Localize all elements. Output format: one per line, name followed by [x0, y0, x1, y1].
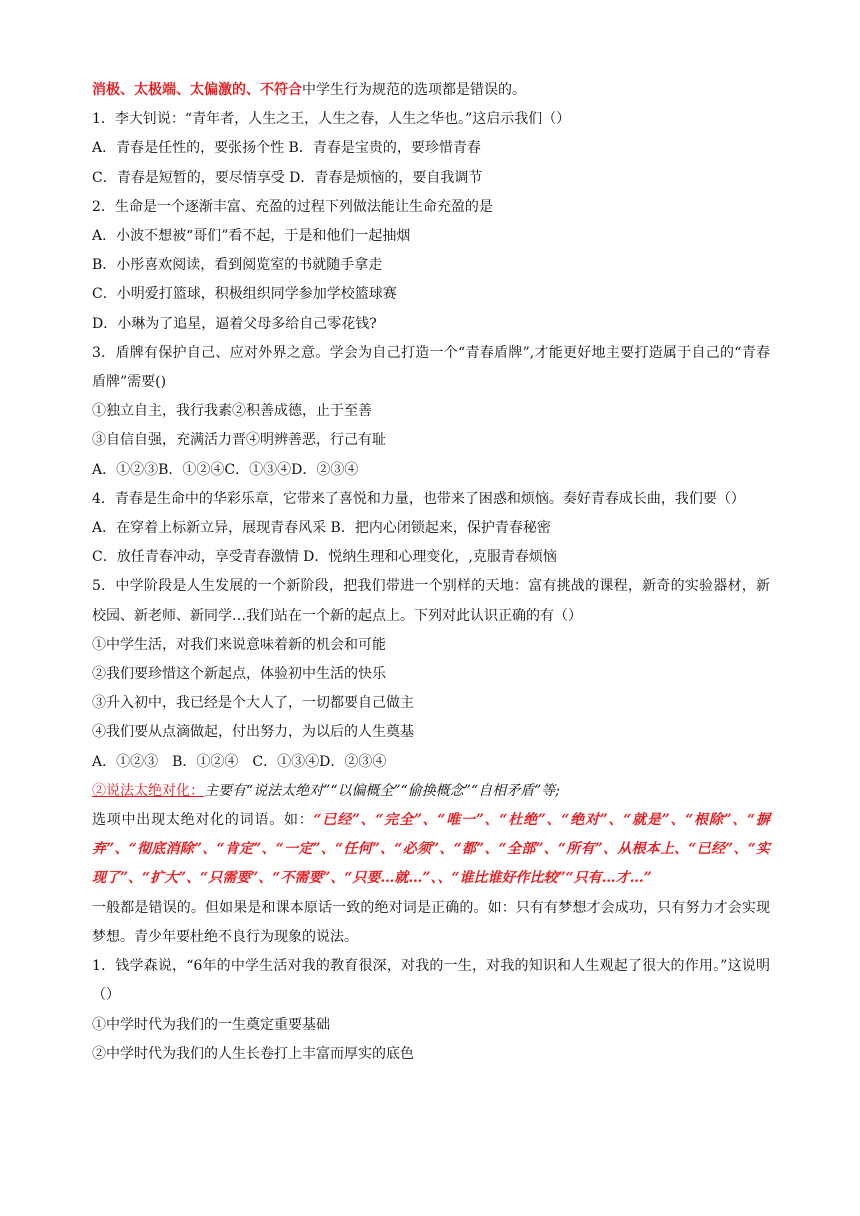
- section2-keywords: “已经”、“完全”、“唯一”、“杜绝”、“绝对”、“就是”、“根除”、“摒弃”、“彻底消除”、“肯定”、“一定”、“任何”、“必须”、“都”、“全部”、“所有”、从根本上、“已经”、“实现了”、“扩大”、“只需要”、“不需要”、“只要…就…”、、“谁比谁好作比较”“只有…才…”: [92, 812, 770, 887]
- q5-item-4: ④我们要从点滴做起，付出努力，为以后的人生奠基: [92, 724, 414, 741]
- q5-stem: 5．中学阶段是人生发展的一个新阶段，把我们带进一个别样的天地：富有挑战的课程，新奇的实验器材，新校园、新老师、新同学…我们站在一个新的起点上。下列对此认识正确的有（）: [92, 578, 770, 624]
- section2-conclusion: 一般都是错误的。但如果是和课本原话一致的绝对词是正确的。如：只有有梦想才会成功，只有努力才会实现梦想。青少年要杜绝不良行为现象的说法。: [92, 899, 770, 945]
- q1-option-line: A．青春是任性的，要张扬个性 B．青春是宝贵的，要珍惜青春: [92, 140, 481, 157]
- q2-stem: 2．生命是一个逐渐丰富、充盈的过程下列做法能让生命充盈的是: [92, 198, 493, 215]
- q5-options: A．①②③ B．①②④ C．①③④D．②③④: [92, 753, 387, 770]
- q6-item-2: ②中学时代为我们的人生长卷打上丰富而厚实的底色: [92, 1045, 414, 1062]
- section2-lead: 选项中出现太绝对化的词语。如：: [92, 812, 314, 829]
- section2-heading: ②说法太绝对化：: [92, 782, 204, 799]
- q5-item-2: ②我们要珍惜这个新起点，体验初中生活的快乐: [92, 666, 386, 683]
- section2-keywords-paragraph: [92, 806, 770, 894]
- q2-option-d: D．小琳为了追星，逼着父母多给自己零花钱?: [92, 315, 377, 332]
- q3-options: A．①②③B．①②④C．①③④D．②③④: [92, 461, 359, 478]
- q3-stem: 3．盾牌有保护自己、应对外界之意。学会为自己打造一个“青春盾牌”,才能更好地主要打造属于自己的“青春盾牌”需要(): [92, 344, 770, 391]
- q2-option-a: A．小波不想被“哥们”看不起，于是和他们一起抽烟: [92, 228, 411, 245]
- q5-item-3: ③升入初中，我已经是个大人了，一切都要自己做主: [92, 695, 414, 712]
- q4-option-line: A．在穿着上标新立异，展现青春风采 B．把内心闭锁起来，保护青春秘密: [92, 520, 551, 537]
- q3-item-line: ①独立自主，我行我素②积善成德，止于至善: [92, 403, 372, 420]
- q1-stem: 1．李大钊说：“青年者，人生之王，人生之春，人生之华也。”这启示我们（）: [92, 111, 571, 128]
- section2-heading-rest: 主要有“说法太绝对”“以偏概全”“偷换概念”“自相矛盾”等;: [204, 782, 560, 799]
- q4-option-line: C．放任青春冲动，享受青春激情 D．悦纳生理和心理变化，,克服青春烦恼: [92, 549, 557, 566]
- q6-item-1: ①中学时代为我们的一生奠定重要基础: [92, 1016, 330, 1033]
- intro-rest: 中学生行为规范的选项都是错误的。: [302, 82, 526, 98]
- q2-option-c: C．小明爱打篮球，积极组织同学参加学校篮球赛: [92, 286, 397, 303]
- q1-option-line: C．青春是短暂的，要尽情享受 D．青春是烦恼的，要自我调节: [92, 169, 483, 186]
- q4-stem: 4．青春是生命中的华彩乐章，它带来了喜悦和力量，也带来了困惑和烦恼。奏好青春成长曲，我们要（）: [92, 490, 745, 507]
- q3-item-line: ③自信自强，充满活力晋④明辨善恶，行己有耻: [92, 432, 386, 449]
- q6-stem: 1．钱学森说，“6年的中学生活对我的教育很深，对我的一生，对我的知识和人生观起了很大的作用。”这说明（）: [92, 958, 770, 1004]
- q2-option-b: B．小彤喜欢阅读，看到阅览室的书就随手拿走: [92, 257, 383, 274]
- intro-line: [92, 76, 770, 105]
- section2-heading-line: [92, 777, 770, 806]
- intro-emphasis: 消极、太极端、太偏激的、不符合: [92, 82, 302, 98]
- q5-item-1: ①中学生活，对我们来说意味着新的机会和可能: [92, 636, 386, 653]
